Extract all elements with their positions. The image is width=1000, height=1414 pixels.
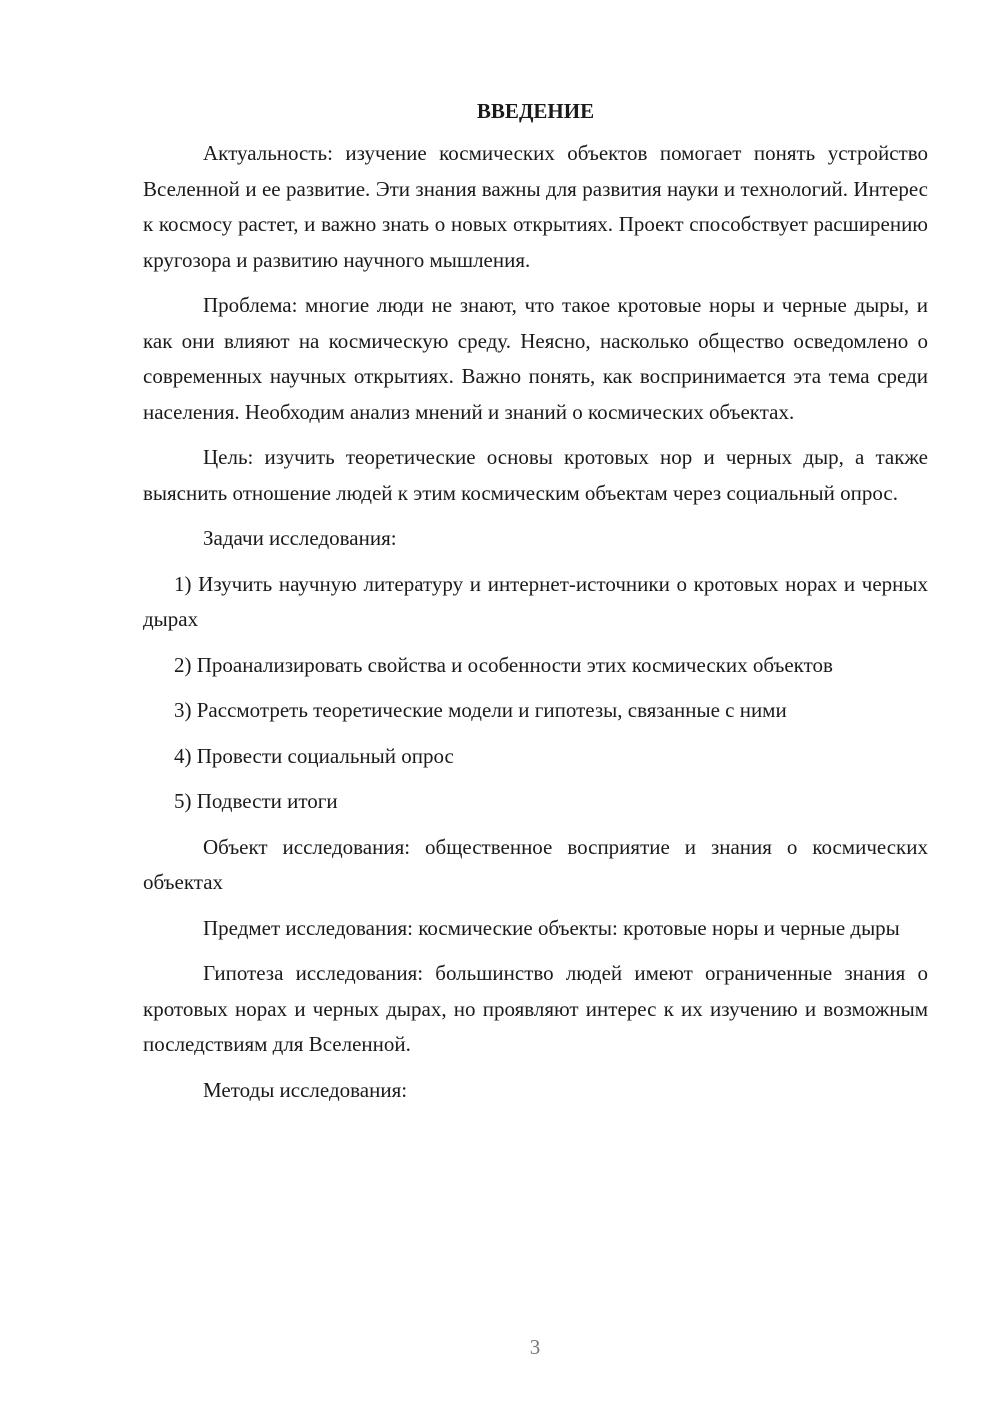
- tasks-heading: Задачи исследования:: [203, 526, 397, 550]
- object-paragraph: Объект исследования: общественное восприятие и знания о космических объектах: [143, 834, 928, 894]
- task-item-3: 3) Рассмотреть теоретические модели и гипотезы, связанные с ними: [174, 698, 787, 722]
- problem-paragraph: Проблема: многие люди не знают, что такое кротовые норы и черные дыры, и как они влияют на космическую среду. Неясно, насколько общество осведомлено о современных научных открытиях. Важно понять, как воспринимается эта тема среди населения. Необходим анализ мнений и знаний о космических объектах.: [143, 293, 928, 424]
- task-item-1: 1) Изучить научную литературу и интернет-источники о кротовых норах и черных дырах: [143, 571, 928, 631]
- section-heading: ВВЕДЕНИЕ: [476, 99, 595, 123]
- page-content: [143, 90, 928, 1108]
- hypothesis-paragraph: Гипотеза исследования: большинство людей имеют ограниченные знания о кротовых норах и черных дырах, но проявляют интерес к их изучению и возможным последствиям для Вселенной.: [143, 961, 928, 1056]
- subject-paragraph: Предмет исследования: космические объекты: кротовые норы и черные дыры: [203, 915, 900, 940]
- task-item-2: 2) Проанализировать свойства и особенности этих космических объектов: [174, 652, 833, 677]
- methods-heading: Методы исследования:: [203, 1077, 408, 1102]
- task-item-5: 5) Подвести итоги: [174, 789, 338, 813]
- relevance-paragraph: Актуальность: изучение космических объектов помогает понять устройство Вселенной и ее развитие. Эти знания важны для развития науки и технологий. Интерес к космосу растет, и важно знать о новых открытиях. Проект способствует расширению кругозора и развитию научного мышления.: [143, 141, 928, 272]
- goal-paragraph: Цель: изучить теоретические основы кротовых нор и черных дыр, а также выяснить отношение людей к этим космическим объектам через социальный опрос.: [143, 445, 928, 505]
- task-item-4: 4) Провести социальный опрос: [174, 743, 454, 768]
- page-number: 3: [529, 1335, 541, 1359]
